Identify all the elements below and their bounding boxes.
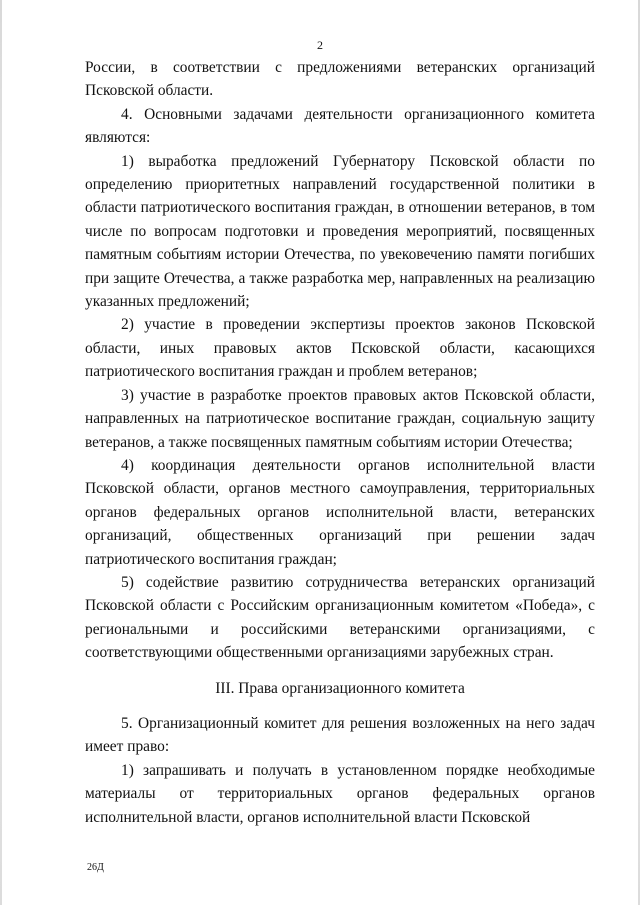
rights-item-1: 1) запрашивать и получать в установленном порядке необходимые материалы от территориальных органов федеральных органов исполнительной власти, органов исполнительной власти Псковской <box>85 761 595 826</box>
scan-edge-left <box>0 0 2 905</box>
list-item-3: 3) участие в разработке проектов правовых актов Псковской области, направленных на патриотическое воспитание граждан, социальную защиту ветеранов, а также посвященных памятным событиям истории Отечества; <box>85 386 595 451</box>
list-item-2: 2) участие в проведении экспертизы проектов законов Псковской области, иных правовых актов Псковской области, касающихся патриотического воспитания граждан и проблем ветеранов; <box>85 316 595 381</box>
footer-code: 26Д <box>87 862 104 873</box>
paragraph-item-4: 4. Основными задачами деятельности организационного комитета являются: <box>85 105 595 147</box>
paragraph-continuation: России, в соответствии с предложениями ветеранских организаций Псковской области. <box>85 59 595 100</box>
list-item-5: 5) содействие развитию сотрудничества ветеранских организаций Псковской области с Российским организационным комитетом «Победа», с региональными и российскими ветеранскими организациями, с соответствующими общественными организациями зарубежных стран. <box>85 573 595 662</box>
section-heading: III. Права организационного комитета <box>215 679 465 697</box>
list-item-1: 1) выработка предложений Губернатору Псковской области по определению приоритетных направлений государственной политики в области патриотического воспитания граждан, в отношении ветеранов, в том числе по вопросам подготовки и проведения мероприятий, посвященных памятным событиям истории Отечества, по увековечению памяти погибших при защите Отечества, а также разработка мер, направленных на реализацию указанных предложений; <box>85 152 595 311</box>
paragraph-item-5: 5. Организационный комитет для решения возложенных на него задач имеет право: <box>85 714 595 756</box>
page-number: 2 <box>317 38 323 52</box>
list-item-4: 4) координация деятельности органов исполнительной власти Псковской области, органов местного самоуправления, территориальных органов федеральных органов исполнительной власти, ветеранских организаций, общественных организаций при решении задач патриотического воспитания граждан; <box>85 456 595 568</box>
document-body <box>85 56 595 829</box>
